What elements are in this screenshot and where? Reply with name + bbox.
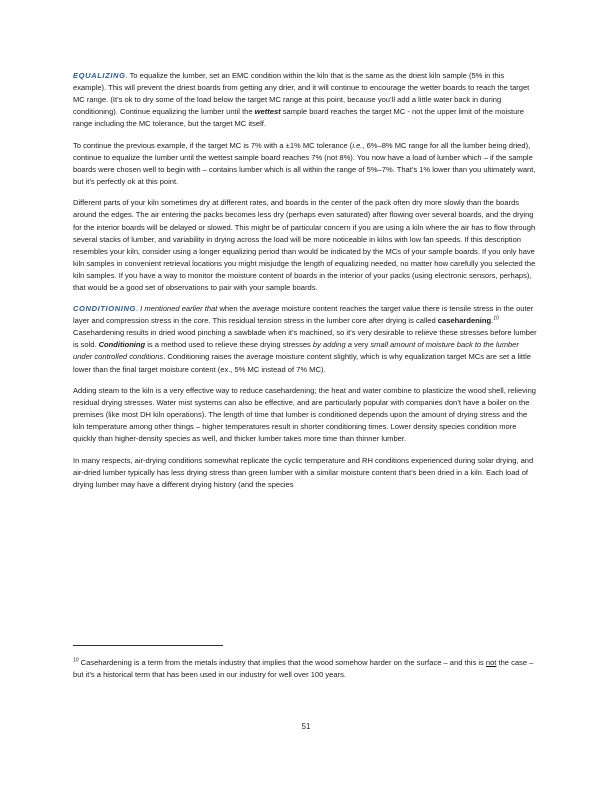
emphasis-ie: i.e. bbox=[352, 140, 363, 150]
text-run: . bbox=[491, 316, 494, 326]
heading-conditioning: CONDITIONING bbox=[73, 304, 136, 314]
text-run: very bbox=[351, 340, 371, 350]
paragraph-kiln-variability: Different parts of your kiln sometimes dry at different rates, and boards in the center of the pack often dry more slowly than the boards around the edges. The air entering the packs becomes less dry (perhaps even saturated) after flowing over several boards, and the drying for the interior boards will be delayed or slowed. This might be of particular concern if you are using a kiln where the air has to flow through several stacks of lumber, and variability in drying across the load will be more noticeable in kilns with low fan speeds. If this description resembles your kiln, consider using a longer equalizing period than would be indicated by the MCs of your sample boards. If you only have kiln samples in convenient retrieval locations you might misjudge the length of equalizing needed, no matter how carefully you selected the kiln samples. If you have a way to monitor the moisture content of boards in the interior of your packs (using electronic sensors, perhaps), that would be a good set of observations to pair with your sample boards. bbox=[73, 198, 536, 292]
body-text bbox=[73, 70, 539, 500]
emphasis-run: by adding a bbox=[312, 340, 352, 350]
text-run: . To equalize the lumber, set an EMC condition within the kiln that is the same as the driest kiln sample (5% in this example). This will prevent the driest boards from getting any drier, and it will continue to encourage the wetter boards to reach the target MC range. (It’s ok to dry some of the load below the target MC range at this point, because you’ll add a little water back in during conditioning). Continue equalizing the lumber until the bbox=[73, 71, 530, 117]
text-run: To continue the previous example, if the target MC is 7% with a ±1% MC tolerance ( bbox=[73, 140, 353, 150]
footnote-divider bbox=[73, 645, 223, 646]
heading-equalizing: EQUALIZING bbox=[73, 71, 126, 80]
footnote-number: 10 bbox=[73, 657, 79, 664]
text-run: the case – but it’s a historical term that has been used in our industry for well over 100 years. bbox=[73, 658, 534, 679]
paragraph-steam: Adding steam to the kiln is a very effective way to reduce casehardening; the heat and water combine to plasticize the wood shell, relieving residual drying stresses. Water mist systems can also be effective, and are particularly popular with companies don’t have a boiler on the premises (like most DH kiln operations). The length of time that lumber is conditioned depends upon the amount of drying stress and the kiln temperature among other things – higher temperatures result in shorter conditioning times. Lower density species condition more quickly than higher-density species as well, and thicker lumber takes more time than thinner lumber. bbox=[73, 386, 536, 444]
paragraph-air-drying: In many respects, air-drying conditions somewhat replicate the cyclic temperature and RH conditions experienced during solar drying, and air-dried lumber typically has less drying stress than green lumber with a similar moisture content that’s been dried in a kiln. Each load of drying lumber may have a different drying history (and the species bbox=[73, 455, 534, 489]
underlined-not: not bbox=[485, 658, 497, 667]
page-number: 51 bbox=[301, 722, 311, 731]
text-run: is a method used to relieve these drying stresses bbox=[145, 340, 313, 350]
text-run: Casehardening results in dried wood pinching a sawblade when it’s machined, so it’s very desirable to relieve these stresses before lumber is sold. bbox=[73, 328, 537, 350]
text-run: . Conditioning raises the average moisture content slightly, which is why equalization target MCs are set a little lower than the final target moisture content (ex., 5% MC instead of 7% MC). bbox=[73, 352, 531, 374]
term-casehardening: casehardening bbox=[437, 316, 492, 326]
text-run: when the average moisture content reaches the target value there is tensile stress in the outer layer and compression stress in the core. This residual tension stress in the lumber core after drying is called bbox=[73, 304, 534, 326]
footnote bbox=[73, 657, 539, 681]
paragraph-example bbox=[73, 140, 539, 188]
emphasis-run: I mentioned earlier that bbox=[140, 304, 218, 314]
text-run: . bbox=[135, 304, 141, 314]
paragraph-equalizing bbox=[73, 70, 539, 130]
term-conditioning: Conditioning bbox=[98, 340, 146, 350]
footnote-reference[interactable]: 10 bbox=[493, 315, 499, 322]
paragraph-conditioning bbox=[73, 303, 539, 375]
emphasis-run: small amount of moisture back to the lumber under controlled conditions bbox=[73, 340, 519, 362]
emphasis-wettest: wettest bbox=[254, 107, 281, 117]
text-run: Casehardening is a term from the metals industry that implies that the wood somehow harder on the surface – and this is bbox=[78, 658, 486, 667]
text-run: sample board reaches the target MC - not the upper limit of the moisture range including the MC tolerance, but the target MC itself. bbox=[73, 107, 524, 129]
text-run: , 6%–8% MC range for all the lumber being dried), continue to equalize the lumber until the wettest sample board reaches 7% (not 8%). You now have a load of lumber which – if the sample boards were chosen well to begin with – contains lumber which is all within the range of 5%–7%. That’s 1% lower than you ultimately want, but it’s perfectly ok at this point. bbox=[73, 140, 536, 186]
